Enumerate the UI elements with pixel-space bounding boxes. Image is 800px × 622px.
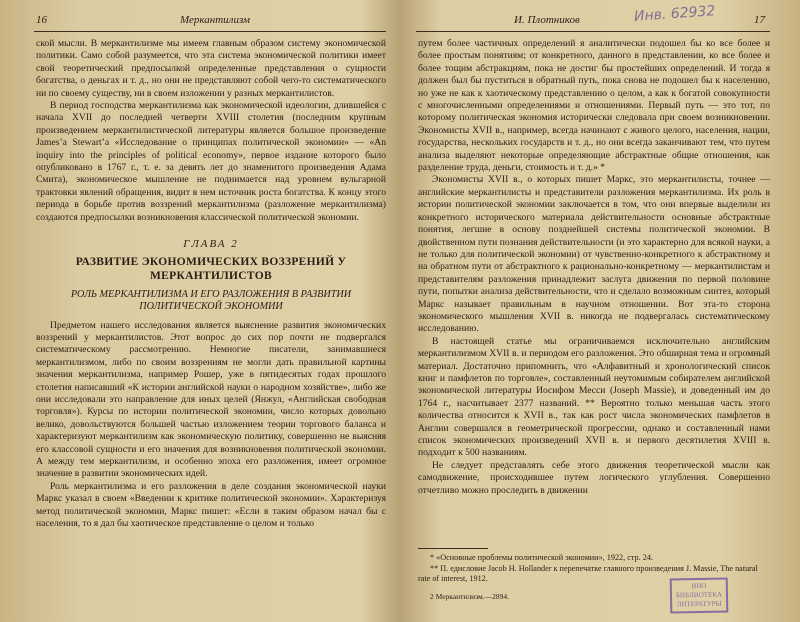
right-page-header (402, 14, 800, 32)
handwritten-inventory-note: Инв. 62932 (633, 3, 716, 25)
right-page-body (418, 38, 770, 497)
printer-mark: 2 Меркантилизм.—2894. (430, 592, 510, 601)
left-page (0, 0, 398, 622)
paragraph: путем более частичных определений я аналитически подошел бы ко все более и более простым понятиям; от конкретного, данного в представлении, ко все более и более тощим абстракциям, пока не достиг бы простейших определений. И тогда я должен был бы пуститься в обратный путь, пока снова не подошел бы к населению, но уже не как к хаотическому представлению о целом, а как к богатой совокупности с многочисленными определениями и отношениями. Первый путь — это тот, по которому политическая экономия исторически следовала при своем возникновении. Экономисты XVII в., например, всегда начинают с живого целого, населения, нации, государства, нескольких государств и т. д., но они всегда заканчивают тем, что путем анализа выделяют некоторые определяющие абстрактные общие отношения, как разделение труда, деньги, стоимость и т. д.» * (418, 38, 770, 174)
page-number: 17 (754, 14, 765, 26)
stamp-line: БИБЛИОТЕКА (675, 590, 723, 600)
header-rule (416, 31, 770, 32)
section-title: РОЛЬ МЕРКАНТИЛИЗМА И ЕГО РАЗЛОЖЕНИЯ В РАЗВИТИИ ПОЛИТИЧЕСКОЙ ЭКОНОМИИ (70, 288, 352, 312)
footnote-rule (418, 548, 488, 549)
right-page (402, 0, 800, 622)
paragraph: Роль меркантилизма и его разложения в деле создания экономической науки Маркс указал в своем «Введении к критике политической экономии». Характеризуя метод политической экономии, Маркс пишет: «Если я таким образом начал бы с населения, то я дал бы хаотическое представление о целом и только (36, 480, 386, 529)
paragraph: В период господства меркантилизма как экономической идеологии, длившейся с начала XVII до последней четверти XVIII столетия (последним крупным произведением меркантилистической литературы является большое произведение James’a Stewart’a «Исследование о принципах политической экономии» — «An inquiry into the principles of political economy», первое издание которого было опубликовано в 1767 г., т. е. за девять лет до знаменитого произведения Адама Смита), экономическое мышление не поднимается над уровнем вульгарной трактовки явлений обращения, видит в нем источник роста богатства. К концу этого периода в борьбе против воззрений меркантилизма (разложение меркантилизма) создаются предпосылки возникновения классической политической экономии. (36, 100, 386, 223)
running-title: И. Плотников (514, 14, 580, 26)
footnote: ** П. едисловие Jacob H. Hollander к перепечатке главного произведения J. Massie, The natural rate of interest, 1912. (418, 563, 758, 583)
paragraph: В настоящей статье мы ограничиваемся исключительно английским меркантилизмом XVII в. и периодом его разложения. Это обширная тема и огромный материал. Достаточно припомнить, что «Алфавитный и хронологический список книг и памфлетов по торговле», составленный неутомимым собирателем английской экономической литературы Иосифом Месси (Joseph Massie), и доведенный им до 1764 г., насчитывает 2377 названий. ** Вероятно только меньшая часть этого количества относится к XVII в., так как рост числа экономических памфлетов в Англии совершался в геометрической прогрессии, однако и составленный нами список экономических произведений XVII в. и первого десятилетия XVIII в. подходит к 500 названиям. (418, 335, 770, 459)
footnote: * «Основные проблемы политической экономии», 1922, стр. 24. (430, 553, 653, 562)
paragraph: Не следует представлять себе этого движения теоретической мысли как самодвижение, происходившее путем логического углубления. Совершенно отчетливо можно проследить в движении (418, 459, 770, 496)
paragraph: Экономисты XVII в., о которых пишет Маркс, это меркантилисты, точнее — английские меркантилисты и представители разложения меркантилизма. Их роль в истории политической экономии заключается в том, что они впервые выделили из конкретного исторического материала действительности основные абстрактные понятия, легшие в основу позднейшей системы политической экономии. В двойственном пути познания действительности (и это характерно для всякой науки, а не только для политической экономии) от чувственно-конкретного к абстрактному и на обратном пути от абстрактного к рационально-конкретному — меркантилистам и представителям разложения принадлежит заслуга движения по первой половине пути, попытки анализа действительности, что и сделало возможным синтез, который Маркс называет правильным в научном отношении. Вот эта-то сторона экономического мышления XVII в. никогда не подвергалась систематическому исследованию. (418, 174, 770, 335)
paragraph: ской мысли. В меркантилизме мы имеем главным образом систему экономической политики. Само собой разумеется, что эта система экономической политики имеет свой теоретический предпосылкой определенные представления о сущности богатства, о деньгах и т. д., но они не представляют собой чего-то систематического ни по своему существу, ни в своем изложении у разных меркантилистов. (36, 38, 386, 99)
page-number: 16 (36, 14, 47, 26)
chapter-label: ГЛАВА 2 (183, 238, 239, 251)
header-rule (34, 31, 386, 32)
running-title: Меркантилизм (180, 14, 250, 26)
library-stamp (670, 577, 729, 613)
stamp-line: ИНО (691, 581, 707, 591)
stamp-line: ЛИТЕРАТУРЫ (676, 599, 722, 609)
left-page-body (36, 38, 386, 530)
paragraph: Предметом нашего исследования является выяснение развития экономических воззрений у меркантилистов. Этот вопрос до сих пор почти не подвергался систематическому рассмотрению. Немногие писатели, занимавшиеся меркантилизмом, либо по своим воззрениям не могли дать правильной картины значения меркантилизма, например Рошер, уже в пятидесятых годах прошлого столетия написавший «К истории английской науки о народном хозяйстве», либо же они исследовали это направление для иных целей (Янжул, «Английская свободная торговля»). Курсы по истории политической экономии, число которых довольно велико, довольствуются большей частью изложением теории торгового баланса и характеризуют меркантилизм как экономическую политику, совершенно не выясняя его классовой сущности и его значения для возникновения политической экономии. А между тем меркантилизм, и особенно эпоха его разложения, имеет огромное значение в развитии экономических идей. (36, 319, 386, 480)
left-page-header (0, 14, 398, 32)
chapter-title: РАЗВИТИЕ ЭКОНОМИЧЕСКИХ ВОЗЗРЕНИЙ У МЕРКАНТИЛИСТОВ (75, 255, 347, 282)
